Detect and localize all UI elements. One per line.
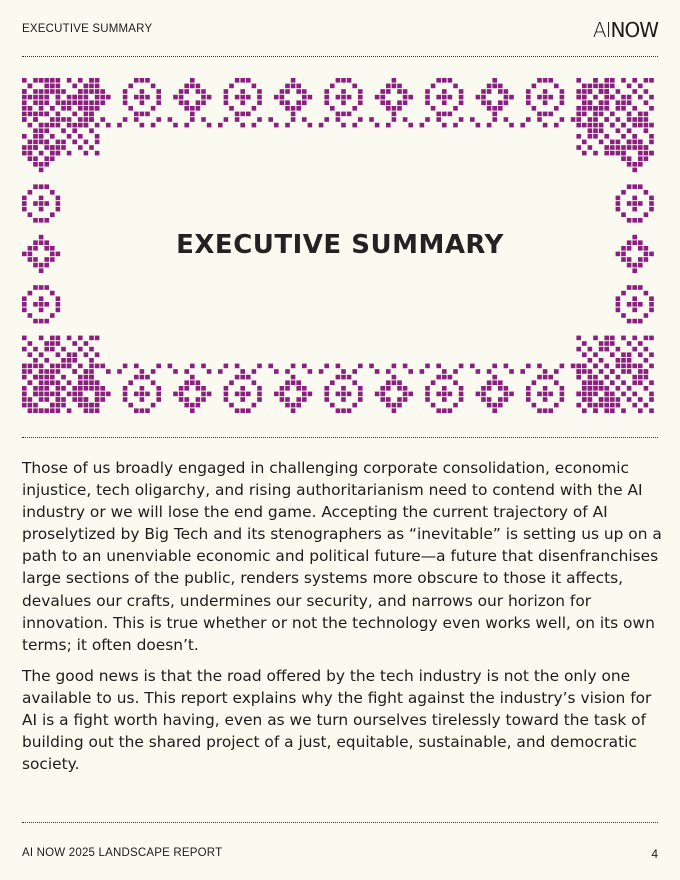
paragraph-1: Those of us broadly engaged in challenging corporate consolidation, economic injustice, tech oligarchy, and rising authoritarianism need to contend with the AI industry or we will lose the end game. Accepting the current trajectory of AI proselytized by Big Tech and its stenographers as “inevitable” is setting us up on a path to an unenviable economic and political future—a future that disenfranchises large sections of the public, renders systems more obscure to those it affects, devalues our crafts, undermines our security, and narrows our horizon for innovation. This is true whether or not the technology even works well, on its own terms; it often doesn’t. [22, 459, 662, 654]
top-divider [22, 56, 658, 57]
paragraph-2: The good news is that the road offered by the tech industry is not the only one available to us. This report explains why the fight against the industry’s vision for AI is a fight worth having, even as we turn ourselves tirelessly toward the task of building out the shared project of a just, equitable, sustainable, and democratic society. [22, 667, 652, 774]
footer-divider [22, 822, 658, 823]
banner-title: EXECUTIVE SUMMARY [176, 230, 504, 260]
report-label: AI NOW 2025 LANDSCAPE REPORT [22, 847, 223, 859]
page-number: 4 [651, 847, 658, 861]
banner-divider [22, 437, 658, 438]
logo-ai: AI [592, 18, 611, 42]
ainow-logo [593, 18, 658, 42]
logo-now: NOW [610, 18, 658, 42]
section-label: EXECUTIVE SUMMARY [22, 23, 153, 35]
banner [22, 78, 658, 418]
